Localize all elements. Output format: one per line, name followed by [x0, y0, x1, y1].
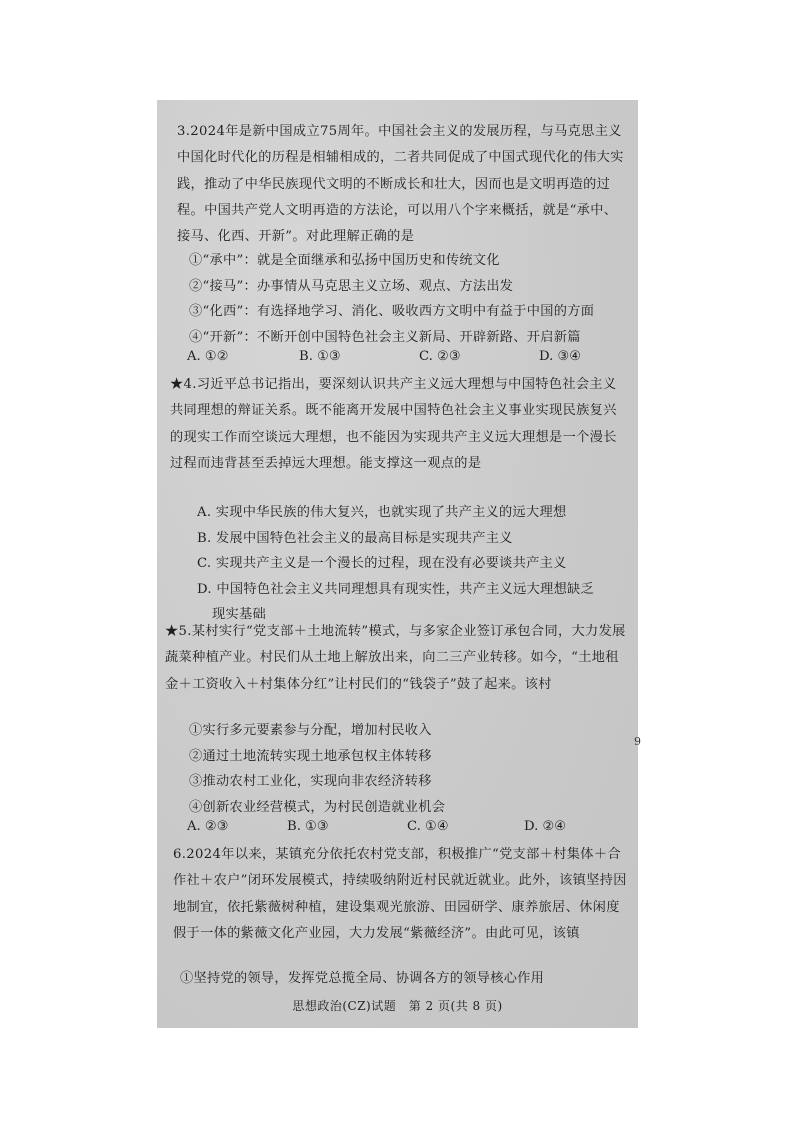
- side-margin-mark: 9: [634, 735, 641, 748]
- question-3-choice-b[interactable]: B. ①③: [299, 349, 341, 364]
- question-5-choice-d[interactable]: D. ②④: [524, 819, 567, 834]
- question-3-choice-c[interactable]: C. ②③: [419, 349, 461, 364]
- question-5-item-4: ④创新农业经营模式，为村民创造就业机会: [189, 799, 446, 815]
- question-6-items: [180, 966, 610, 992]
- question-3-item-1: ①“承中”：就是全面继承和弘扬中国历史和传统文化: [189, 253, 500, 268]
- question-3-item-4: ④“开新”：不断开创中国特色社会主义新局、开辟新路、开启新篇: [189, 329, 581, 345]
- question-4-option-d[interactable]: D. 中国特色社会主义共同理想具有现实性，共产主义远大理想缺乏: [197, 581, 595, 597]
- question-5-choices: [187, 814, 627, 840]
- question-3-stem: 3.2024年是新中国成立75周年。中国社会主义的发展历程，与马克思主义中国化时代化的历程是相辅相成的，二者共同促成了中国式现代化的伟大实践，推动了中华民族现代文明的不断成长和壮大，因而也是文明再造的过程。中国共产党人文明再造的方法论，可以用八个字来概括，就是“承中、接马、化西、开新”。对此理解正确的是: [177, 124, 624, 245]
- question-6-item-1: ①坚持党的领导，发挥党总揽全局、协调各方的领导核心作用: [180, 971, 545, 986]
- question-3-choice-d[interactable]: D. ③④: [539, 349, 582, 364]
- question-3-item-3: ③“化西”：有选择地学习、消化、吸收西方文明中有益于中国的方面: [189, 304, 595, 319]
- question-4-option-c[interactable]: C. 实现共产主义是一个漫长的过程，现在没有必要谈共产主义: [197, 556, 567, 571]
- question-5-choice-a[interactable]: A. ②③: [187, 819, 229, 834]
- question-5-choice-b[interactable]: B. ①③: [287, 819, 329, 834]
- question-4-option-d-cont: 现实基础: [212, 607, 266, 622]
- question-4-options: [197, 500, 627, 628]
- question-5-choice-c[interactable]: C. ①④: [407, 819, 449, 834]
- question-3-choices: [187, 344, 627, 370]
- question-3-choice-a[interactable]: A. ①②: [187, 349, 229, 364]
- exam-paper: [157, 100, 638, 1028]
- question-4-stem: ★4.习近平总书记指出，要深刻认识共产主义远大理想与中国特色社会主义共同理想的辩证关系。既不能离开发展中国特色社会主义事业实现民族复兴的现实工作而空谈远大理想，也不能因为实现共产主义远大理想是一个漫长过程而违背甚至丢掉远大理想。能支撑这一观点的是: [170, 377, 617, 471]
- question-5-item-3: ③推动农村工业化，实现向非农经济转移: [189, 774, 432, 789]
- question-6-stem: 6.2024年以来，某镇充分依托农村党支部，积极推广“党支部＋村集体＋合作社＋农户”闭环发展模式，持续吸纳附近村民就近就业。此外，该镇坚持因地制宜，依托紫薇树种植，建设集观光旅游、田园研学、康养旅居、休闲度假于一体的紫薇文化产业园，大力发展“紫薇经济”。由此可见，该镇: [173, 847, 627, 941]
- question-3-items: [189, 248, 619, 350]
- question-4-option-b[interactable]: B. 发展中国特色社会主义的最高目标是实现共产主义: [197, 530, 513, 546]
- page-footer: 思想政治(CZ)试题 第 2 页(共 8 页): [292, 999, 503, 1013]
- question-3-item-2: ②“接马”：办事情从马克思主义立场、观点、方法出发: [189, 278, 514, 294]
- question-5-items: [189, 718, 619, 820]
- question-5-item-1: ①实行多元要素参与分配，增加村民收入: [189, 723, 432, 738]
- question-5-item-2: ②通过土地流转实现土地承包权主体转移: [189, 748, 432, 764]
- question-4-option-a[interactable]: A. 实现中华民族的伟大复兴，也就实现了共产主义的远大理想: [197, 505, 567, 520]
- question-5-stem: ★5.某村实行“党支部＋土地流转”模式，与多家企业签订承包合同，大力发展蔬菜种植产业。村民们从土地上解放出来，向二三产业转移。如今，“土地租金＋工资收入＋村集体分红”让村民们的“钱袋子”鼓了起来。该村: [165, 624, 626, 692]
- paper-content: [157, 100, 638, 1028]
